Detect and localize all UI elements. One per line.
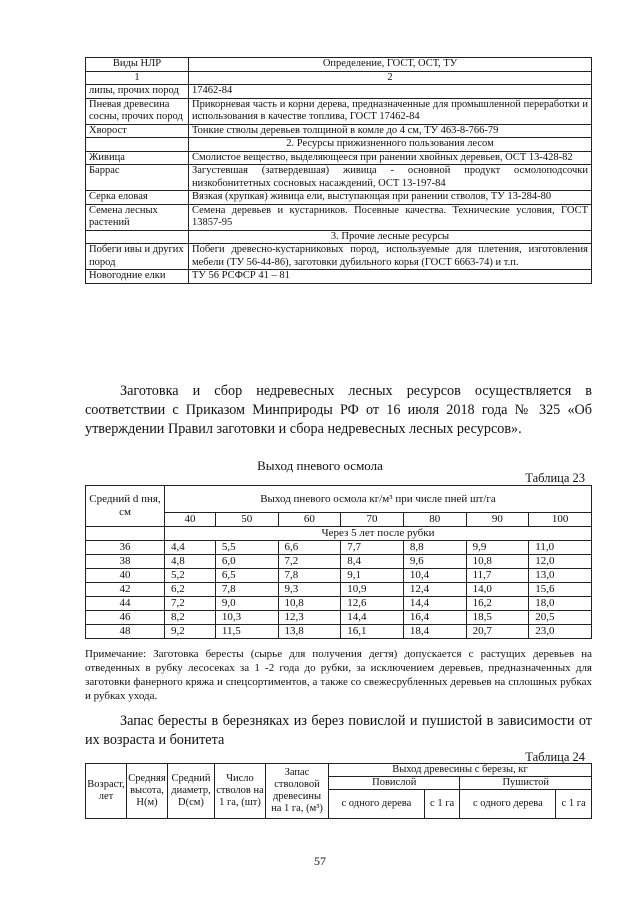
t23-value-cell: 5,5 [215, 541, 278, 555]
t23-value-cell: 10,9 [341, 583, 404, 597]
t23-value-cell: 12,3 [278, 611, 341, 625]
birch-bark-stock-table [85, 763, 592, 819]
t23-value-cell: 18,5 [466, 611, 529, 625]
t23-col-stumps-90: 90 [466, 513, 529, 527]
nlr-section-blank [86, 230, 189, 244]
nlr-definition: Прикорневая часть и корни дерева, предназначенные для промышленной переработки и использования в качестве топлива, ГОСТ 17462-84 [189, 98, 592, 124]
t23-value-cell: 14,4 [403, 597, 466, 611]
t23-value-cell: 6,6 [278, 541, 341, 555]
nlr-section-title: 3. Прочие лесные ресурсы [189, 230, 592, 244]
t23-diameter-cell: 46 [86, 611, 165, 625]
nlr-row [86, 151, 592, 165]
t23-row [86, 611, 592, 625]
t23-value-cell: 20,5 [529, 611, 592, 625]
t23-value-cell: 11,0 [529, 541, 592, 555]
nlr-type-name: Живица [86, 151, 189, 165]
t23-row [86, 555, 592, 569]
t24-diameter-header: Средний диаметр, D(см) [168, 764, 215, 819]
t23-value-cell: 4,8 [165, 555, 216, 569]
t24-height-header: Средняя высота, Н(м) [127, 764, 168, 819]
t24-header-row-1 [86, 764, 592, 777]
t24-species-pubescens: Пушистой [460, 777, 592, 790]
t23-value-cell: 4,4 [165, 541, 216, 555]
nlr-header-row [86, 58, 592, 72]
t23-row [86, 625, 592, 639]
t23-value-cell: 9,1 [341, 569, 404, 583]
nlr-type-name: Семена лесных растений [86, 204, 189, 230]
t23-subheader: Через 5 лет после рубки [165, 527, 592, 541]
t24-sub-4: с 1 га [556, 790, 592, 819]
nlr-type-name: Хворост [86, 124, 189, 138]
t23-diameter-cell: 48 [86, 625, 165, 639]
t23-diameter-cell: 38 [86, 555, 165, 569]
t23-value-cell: 10,8 [278, 597, 341, 611]
t23-diameter-cell: 40 [86, 569, 165, 583]
t23-subheader-blank [86, 527, 165, 541]
nlr-type-name: Побеги ивы и других пород [86, 244, 189, 270]
nlr-section-row [86, 230, 592, 244]
table23-label: Таблица 23 [525, 471, 585, 485]
t23-value-cell: 6,2 [165, 583, 216, 597]
t23-value-cell: 18,4 [403, 625, 466, 639]
t23-value-cell: 16,1 [341, 625, 404, 639]
t23-value-cell: 11,5 [215, 625, 278, 639]
t23-col-stumps-70: 70 [341, 513, 404, 527]
nlr-definition: 17462-84 [189, 85, 592, 99]
nlr-definition: Семена деревьев и кустарников. Посевные качества. Технические условия, ГОСТ 13857-95 [189, 204, 592, 230]
nlr-col-type-header: Виды НЛР [86, 58, 189, 72]
t23-value-cell: 10,8 [466, 555, 529, 569]
t23-value-cell: 13,8 [278, 625, 341, 639]
t23-value-cell: 14,4 [341, 611, 404, 625]
t23-col-stumps-80: 80 [403, 513, 466, 527]
t23-row [86, 597, 592, 611]
t23-value-cell: 12,6 [341, 597, 404, 611]
nlr-row [86, 124, 592, 138]
nlr-col-num-1: 1 [86, 71, 189, 85]
t23-value-cell: 16,4 [403, 611, 466, 625]
nlr-col-num-2: 2 [189, 71, 592, 85]
t23-main-header-text: Выход пневого осмола кг/м³ при числе пней шт/га [260, 492, 496, 505]
page-number: 57 [314, 854, 326, 868]
nlr-definition: Смолистое вещество, выделяющееся при ранении хвойных деревьев, ОСТ 13-428-82 [189, 151, 592, 165]
t23-col-stumps-100: 100 [529, 513, 592, 527]
nlr-row [86, 98, 592, 124]
nlr-type-name: липы, прочих пород [86, 85, 189, 99]
t24-sub-1: с одного дерева [329, 790, 425, 819]
t23-value-cell: 23,0 [529, 625, 592, 639]
nlr-definition: Загустевшая (затвердевшая) живица - основной продукт осмолоподсочки низкобонитетных сосновых насаждений, ОСТ 13-197-84 [189, 165, 592, 191]
t23-diameter-cell: 42 [86, 583, 165, 597]
t24-sub-2: с 1 га [424, 790, 460, 819]
nlr-body [86, 85, 592, 284]
t23-col-stumps-60: 60 [278, 513, 341, 527]
nlr-row [86, 85, 592, 99]
nlr-header-numbers-row [86, 71, 592, 85]
t23-row [86, 583, 592, 597]
t23-value-cell: 20,7 [466, 625, 529, 639]
nlr-row [86, 191, 592, 205]
t24-age-header: Возраст, лет [86, 764, 127, 819]
t23-value-cell: 9,3 [278, 583, 341, 597]
table24-label: Таблица 24 [525, 750, 585, 764]
t23-value-cell: 7,2 [278, 555, 341, 569]
t23-diameter-cell: 36 [86, 541, 165, 555]
t23-main-header [165, 486, 592, 513]
nlr-type-name: Новогодние елки [86, 270, 189, 284]
t23-value-cell: 13,0 [529, 569, 592, 583]
t24-count-header: Число стволов на 1 га, (шт) [215, 764, 266, 819]
t23-value-cell: 7,8 [215, 583, 278, 597]
t23-col-stumps-50: 50 [215, 513, 278, 527]
table23-caption: Выход пневого осмола [257, 458, 383, 473]
t23-value-cell: 8,8 [403, 541, 466, 555]
t24-sub-3: с одного дерева [460, 790, 556, 819]
t24-species-pendula: Повислой [329, 777, 460, 790]
paragraph-regulation: Заготовка и сбор недревесных лесных ресурсов осуществляется в соответствии с Приказом Минприроды РФ от 16 июля 2018 года № 325 «Об утверждении Правил заготовки и сбора недревесных лесных ресурсов». [85, 383, 592, 437]
nlr-definition: Побеги древесно-кустарниковых пород, используемые для плетения, изготовления мебели (ТУ 56-44-86), заготовки дубильного корья (ГОСТ 6663-74) и т.п. [189, 244, 592, 270]
t23-subheader-row [86, 527, 592, 541]
nlr-definition: Тонкие стволы деревьев толщиной в комле до 4 см, ТУ 463-8-766-79 [189, 124, 592, 138]
t23-value-cell: 8,2 [165, 611, 216, 625]
nlr-type-name: Серка еловая [86, 191, 189, 205]
nlr-section-blank [86, 138, 189, 152]
nlr-section-row [86, 138, 592, 152]
nlr-row [86, 165, 592, 191]
nlr-type-name: Пневая древесина сосны, прочих пород [86, 98, 189, 124]
nlr-col-def-header: Определение, ГОСТ, ОСТ, ТУ [189, 58, 592, 72]
t23-value-cell: 12,0 [529, 555, 592, 569]
nlr-type-name: Баррас [86, 165, 189, 191]
t23-value-cell: 6,0 [215, 555, 278, 569]
t23-value-cell: 7,8 [278, 569, 341, 583]
nlr-types-table [85, 57, 592, 284]
t23-value-cell: 6,5 [215, 569, 278, 583]
t23-row [86, 541, 592, 555]
nlr-section-title: 2. Ресурсы прижизненного пользования лесом [189, 138, 592, 152]
nlr-row [86, 244, 592, 270]
t23-value-cell: 10,4 [403, 569, 466, 583]
t23-value-cell: 9,9 [466, 541, 529, 555]
t23-value-cell: 9,0 [215, 597, 278, 611]
t23-body [86, 541, 592, 639]
t24-stock-header: Запас стволовой древесины на 1 га, (м³) [266, 764, 329, 819]
t23-value-cell: 11,7 [466, 569, 529, 583]
nlr-row [86, 204, 592, 230]
t23-col-stumps-40: 40 [165, 513, 216, 527]
t23-value-cell: 16,2 [466, 597, 529, 611]
nlr-row [86, 270, 592, 284]
t23-row [86, 569, 592, 583]
nlr-definition: Вязкая (хрупкая) живица ели, выступающая при ранении стволов, ТУ 13-284-80 [189, 191, 592, 205]
t23-value-cell: 9,6 [403, 555, 466, 569]
t23-value-cell: 9,2 [165, 625, 216, 639]
t23-header-row [86, 486, 592, 513]
t23-value-cell: 7,7 [341, 541, 404, 555]
t23-value-cell: 15,6 [529, 583, 592, 597]
t23-value-cell: 18,0 [529, 597, 592, 611]
stump-resin-yield-table [85, 485, 592, 639]
t23-value-cell: 5,2 [165, 569, 216, 583]
t23-diameter-header: Средний d пня, см [86, 486, 165, 527]
t23-diameter-cell: 44 [86, 597, 165, 611]
t23-value-cell: 14,0 [466, 583, 529, 597]
t23-value-cell: 10,3 [215, 611, 278, 625]
table23-note: Примечание: Заготовка бересты (сырье для получения дегтя) допускается с растущих деревьев на отведенных в рубку лесосеках за 1 -2 года до рубки, за исключением деревьев, предназначенных для заготовки фанерного кряжа и спецсортиментов, а также со свежесрубленных деревьев на сплошных рубках и рубках ухода. [85, 648, 592, 702]
t23-value-cell: 8,4 [341, 555, 404, 569]
t24-yield-header: Выход древесины с березы, кг [329, 764, 592, 777]
nlr-definition: ТУ 56 РСФСР 41 – 81 [189, 270, 592, 284]
t23-value-cell: 7,2 [165, 597, 216, 611]
t23-value-cell: 12,4 [403, 583, 466, 597]
paragraph-birch-bark: Запас бересты в березняках из берез повислой и пушистой в зависимости от их возраста и бонитета [85, 713, 592, 748]
